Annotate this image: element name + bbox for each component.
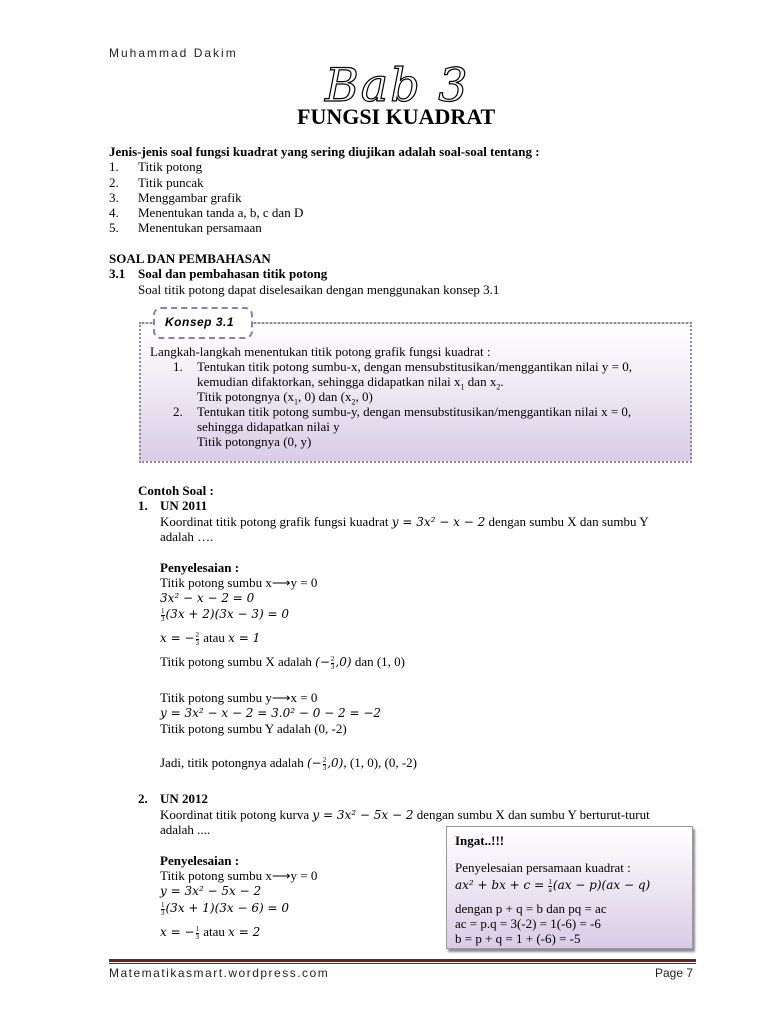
list-item: 1. Titik potong xyxy=(109,159,203,174)
subsection-number: 3.1 xyxy=(109,266,126,281)
solution-label: Penyelesaian : xyxy=(160,853,240,868)
subsection-title: Soal dan pembahasan titik potong xyxy=(138,266,328,281)
list-item: 3. Menggambar grafik xyxy=(109,190,242,205)
konsep-step-text: sehingga didapatkan nilai y xyxy=(197,419,340,434)
footer-rule xyxy=(109,959,696,962)
solution-step: $\frac{1}{3}$ (3x + 1)(3x − 6) = 0 xyxy=(161,900,289,917)
subsection-desc: Soal titik potong dapat diselesaikan dengan menggunakan konsep 3.1 xyxy=(138,282,500,297)
solution-step: $\frac{1}{3}$ (3x + 2)(3x − 3) = 0 xyxy=(161,606,289,623)
solution-step: Titik potong sumbu Y adalah (0, -2) xyxy=(160,721,347,736)
solution-conclusion: Jadi, titik potongnya adalah (− $\frac{2}{3}$ ,0), (1, 0), (0, -2) xyxy=(160,755,418,772)
konsep-label: Konsep 3.1 xyxy=(165,315,235,329)
konsep-step-text: Titik potongnya (0, y) xyxy=(197,434,312,449)
solution-label: Penyelesaian : xyxy=(160,560,240,575)
question-number: 2. xyxy=(138,791,148,806)
solution-step: x = − $\frac{2}{3}$ atau x = 1 xyxy=(160,630,261,647)
chapter-title: Bab 3 xyxy=(325,58,470,112)
solution-step: 3x² − x − 2 = 0 xyxy=(160,591,255,605)
question-number: 1. xyxy=(138,498,148,513)
konsep-step-num: 2. xyxy=(173,404,183,419)
question-text: adalah …. xyxy=(160,529,214,544)
solution-step: Titik potong sumbu y⟶x = 0 xyxy=(160,690,318,705)
solution-step: Titik potong sumbu X adalah (− $\frac{2}{3}$ ,0) dan (1, 0) xyxy=(160,654,406,671)
konsep-step-text: Tentukan titik potong sumbu-x, dengan mensubstitusikan/menggantikan nilai y = 0, xyxy=(197,359,633,374)
header-author: Muhammad Dakim xyxy=(109,46,238,60)
question-source: UN 2012 xyxy=(160,791,209,806)
konsep-step-text: kemudian difaktorkan, sehingga didapatkan nilai $x_1$ dan $x_2$. xyxy=(197,374,504,392)
ingat-text: Penyelesaian persamaan kuadrat : xyxy=(455,860,631,875)
chapter-subtitle: FUNGSI KUADRAT xyxy=(297,104,496,129)
footer-site: Matematikasmart.wordpress.com xyxy=(109,966,330,980)
footer-rule-thin xyxy=(109,963,696,964)
footer-page-number: Page 7 xyxy=(655,966,694,980)
list-item: 4. Menentukan tanda a, b, c dan D xyxy=(109,205,304,220)
question-text: Koordinat titik potong kurva y = 3x² − 5x − 2 dengan sumbu X dan sumbu Y berturut-turut xyxy=(160,807,650,822)
contoh-heading: Contoh Soal : xyxy=(138,483,214,498)
konsep-step-text: Titik potongnya ($x_1$, 0) dan ($x_2$, 0) xyxy=(197,389,373,407)
question-text: adalah .... xyxy=(160,822,211,837)
list-item: 2. Titik puncak xyxy=(109,175,204,190)
solution-step: x = − $\frac{1}{3}$ atau x = 2 xyxy=(160,924,261,941)
konsep-tab xyxy=(153,307,253,339)
konsep-step-num: 1. xyxy=(173,359,183,374)
list-item: 5. Menentukan persamaan xyxy=(109,220,262,235)
ingat-text: ac = p.q = 3(-2) = 1(-6) = -6 xyxy=(455,916,601,931)
solution-step: y = 3x² − x − 2 = 3.0² − 0 − 2 = −2 xyxy=(160,706,382,720)
ingat-formula: ax² + bx + c = $\frac{1}{a}$ (ax − p)(ax − q) xyxy=(455,877,651,894)
question-source: UN 2011 xyxy=(160,498,208,513)
solution-step: y = 3x² − 5x − 2 xyxy=(160,884,262,898)
ingat-title: Ingat..!!! xyxy=(455,833,505,848)
ingat-text: dengan p + q = b dan pq = ac xyxy=(455,901,607,916)
konsep-intro: Langkah-langkah menentukan titik potong grafik fungsi kuadrat : xyxy=(150,344,491,359)
ingat-text: b = p + q = 1 + (-6) = -5 xyxy=(455,931,581,946)
question-text: Koordinat titik potong grafik fungsi kuadrat y = 3x² − x − 2 dengan sumbu X dan sumbu Y xyxy=(160,514,649,529)
solution-step: Titik potong sumbu x⟶y = 0 xyxy=(160,868,318,883)
ingat-box xyxy=(446,826,693,949)
intro-heading: Jenis-jenis soal fungsi kuadrat yang sering diujikan adalah soal-soal tentang : xyxy=(109,144,540,159)
konsep-step-text: Tentukan titik potong sumbu-y, dengan mensubstitusikan/menggantikan nilai x = 0, xyxy=(197,404,632,419)
solution-step: Titik potong sumbu x⟶y = 0 xyxy=(160,575,318,590)
section-heading: SOAL DAN PEMBAHASAN xyxy=(109,251,271,266)
